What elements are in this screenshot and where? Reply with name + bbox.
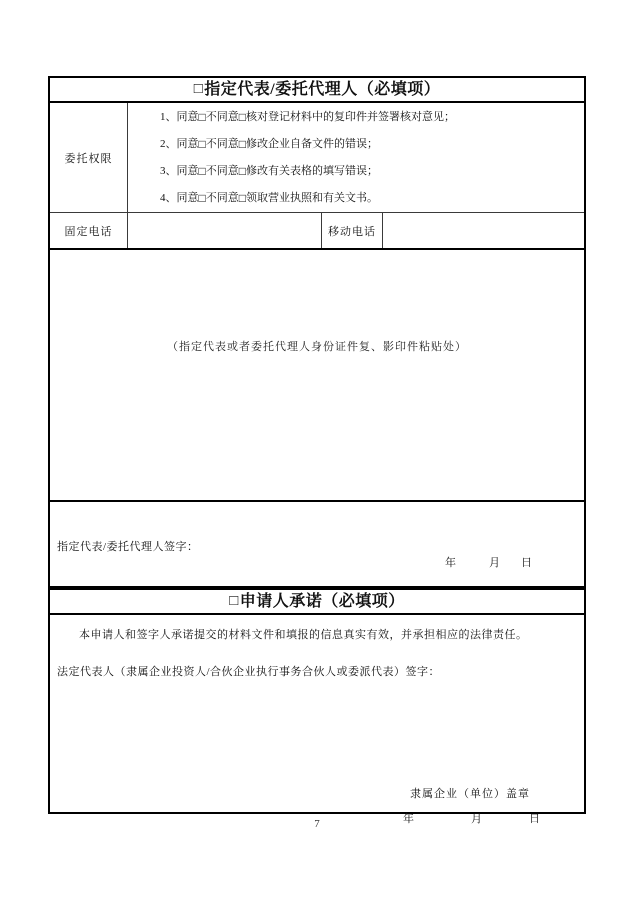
applicant-section-header: [50, 590, 584, 615]
mobile-phone-label: 移动电话: [328, 225, 376, 238]
company-stamp-label: 隶属企业（单位）盖章: [410, 788, 530, 800]
disagree-label: 不同意: [205, 138, 239, 150]
agree-label: 同意: [176, 111, 199, 123]
agree-checkbox-icon[interactable]: □: [198, 164, 206, 178]
paste-area-hint: （指定代表或者委托代理人身份证件复、影印件粘贴处）: [167, 341, 467, 353]
agent-section-header: [50, 78, 584, 103]
agree-checkbox-icon[interactable]: □: [198, 191, 206, 205]
mobile-phone-label-cell: [322, 213, 383, 248]
item-text: 修改有关表格的填写错误；: [246, 165, 378, 177]
date-day-label: 日: [529, 813, 540, 825]
legal-rep-signature-label: 法定代表人（隶属企业投资人/合伙企业执行事务合伙人或委派代表）签字：: [57, 666, 441, 678]
authorization-item: [160, 158, 584, 185]
authorization-row: [50, 103, 584, 213]
date-year-label: 年: [445, 557, 456, 569]
agree-checkbox-icon[interactable]: □: [198, 110, 206, 124]
item-number: 3、: [160, 165, 177, 177]
authorization-label-cell: [50, 103, 128, 212]
disagree-label: 不同意: [205, 165, 239, 177]
agent-section-checkbox-icon[interactable]: □: [193, 81, 204, 97]
agree-label: 同意: [176, 138, 199, 150]
agree-label: 同意: [176, 192, 199, 204]
date-day-label: 日: [521, 557, 532, 569]
mobile-phone-input-cell[interactable]: [383, 213, 584, 248]
agent-signature-area: [50, 502, 584, 586]
page-number: 7: [314, 818, 320, 830]
date-month-label: 月: [471, 813, 482, 825]
date-year-label: 年: [403, 813, 414, 825]
applicant-section-checkbox-icon[interactable]: □: [229, 593, 239, 609]
item-text: 领取营业执照和有关文书。: [246, 192, 378, 204]
item-text: 核对登记材料中的复印件并签署核对意见；: [246, 111, 455, 123]
authorization-items: [128, 103, 584, 212]
applicant-section-title: 申请人承诺（必填项）: [239, 592, 405, 610]
applicant-section-table: [48, 588, 586, 825]
agree-checkbox-icon[interactable]: □: [198, 137, 206, 151]
disagree-checkbox-icon[interactable]: □: [238, 110, 246, 124]
date-month-label: 月: [489, 557, 500, 569]
item-text: 修改企业自备文件的错误；: [246, 138, 378, 150]
fixed-phone-input-cell[interactable]: [128, 213, 322, 248]
phone-row: [50, 213, 584, 250]
authorization-item: [160, 104, 584, 131]
authorization-item: [160, 185, 584, 212]
agree-label: 同意: [176, 165, 199, 177]
disagree-label: 不同意: [205, 192, 239, 204]
disagree-label: 不同意: [205, 111, 239, 123]
agent-section-title: 指定代表/委托代理人（必填项）: [204, 80, 441, 98]
agent-section-table: [48, 76, 586, 588]
authorization-item: [160, 131, 584, 158]
item-number: 4、: [160, 192, 177, 204]
commitment-statement: 本申请人和签字人承诺提交的材料文件和填报的信息真实有效，并承担相应的法律责任。: [79, 629, 528, 641]
authorization-label: 委托权限: [64, 152, 113, 165]
disagree-checkbox-icon[interactable]: □: [238, 191, 246, 205]
disagree-checkbox-icon[interactable]: □: [238, 137, 246, 151]
item-number: 1、: [160, 111, 177, 123]
fixed-phone-label-cell: [50, 213, 128, 248]
disagree-checkbox-icon[interactable]: □: [238, 164, 246, 178]
agent-signature-label: 指定代表/委托代理人签字：: [57, 541, 199, 553]
fixed-phone-label: 固定电话: [64, 225, 113, 238]
id-document-paste-area: [50, 250, 584, 502]
commitment-area: [50, 627, 584, 824]
item-number: 2、: [160, 138, 177, 150]
